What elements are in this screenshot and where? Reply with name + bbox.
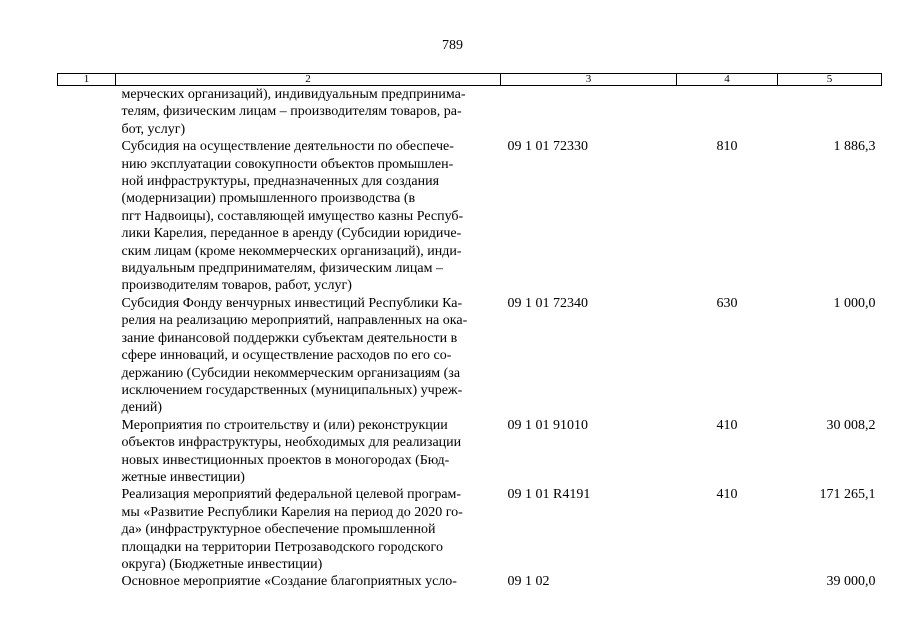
row-type: 410 <box>716 417 738 433</box>
column-header-5: 5 <box>778 74 882 86</box>
row-code <box>501 86 677 139</box>
table-row <box>58 86 882 139</box>
row-type <box>677 86 778 139</box>
row-type: 630 <box>716 295 738 311</box>
row-code: 09 1 02 <box>507 574 550 590</box>
column-number-header <box>58 74 882 86</box>
row-description: Мероприятия по строительству и (или) реконструкции объектов инфраструктуры, необходимых для реализации новых инвестиционных проектов в моногородах (Бюд- жетные инвестиции) <box>121 417 462 485</box>
row-code: 09 1 01 72340 <box>507 295 588 311</box>
row-type: 810 <box>716 139 738 155</box>
table-row <box>58 138 882 295</box>
table-row <box>58 417 882 487</box>
column-header-4: 4 <box>677 74 778 86</box>
row-number-cell <box>58 486 116 573</box>
table-row <box>58 486 882 573</box>
page-number: 789 <box>442 38 463 53</box>
row-number-cell <box>58 295 116 417</box>
column-header-1: 1 <box>58 74 116 86</box>
row-description: Субсидия на осуществление деятельности по обеспече- нию эксплуатации совокупности объектов промышлен- ной инфраструктуры, предназначенных для создания (модернизации) промышленного производства (в пгт Надвоицы), составляющей имущество казны Респуб- лики Карелия, переданное в аренду (Субсидии юридиче- ским лицам (кроме некоммерческих организаций), инди- видуальным предпринимателям, физическим лицам – производителям товаров, работ, услуг) <box>121 139 464 294</box>
row-number-cell <box>58 417 116 487</box>
row-type <box>677 573 778 590</box>
row-description: Основное мероприятие «Создание благоприятных усло- <box>121 574 457 590</box>
row-amount: 30 008,2 <box>826 417 876 433</box>
row-code: 09 1 01 R4191 <box>507 487 591 503</box>
row-type: 410 <box>716 487 738 503</box>
row-amount: 1 886,3 <box>833 139 876 155</box>
row-amount <box>778 86 882 139</box>
row-number-cell <box>58 86 116 139</box>
row-number-cell <box>58 573 116 590</box>
column-header-3: 3 <box>501 74 677 86</box>
column-header-2: 2 <box>116 74 501 86</box>
row-code: 09 1 01 72330 <box>507 139 588 155</box>
row-amount: 171 265,1 <box>819 487 876 503</box>
table-row <box>58 573 882 590</box>
table-row <box>58 295 882 417</box>
row-code: 09 1 01 91010 <box>507 417 588 433</box>
row-description: Реализация мероприятий федеральной целевой програм- мы «Развитие Республики Карелия на период до 2020 го- да» (инфраструктурное обеспечение промышленной площадки на территории Петрозаводского городского округа) (Бюджетные инвестиции) <box>121 487 463 572</box>
row-description: Субсидия Фонду венчурных инвестиций Республики Ка- релия на реализацию мероприятий, направленных на ока- зание финансовой поддержки субъектам деятельности в сфере инноваций, и осуществление расходов по его со- держанию (Субсидии некоммерческим организациям (за исключением государственных (муниципальных) учреж- дений) <box>121 295 468 416</box>
row-amount: 39 000,0 <box>826 574 876 590</box>
row-number-cell <box>58 138 116 295</box>
budget-table <box>57 73 882 591</box>
row-description: мерческих организаций), индивидуальным предпринима- телям, физическим лицам – производителям товаров, ра- бот, услуг) <box>121 87 466 137</box>
row-amount: 1 000,0 <box>833 295 876 311</box>
